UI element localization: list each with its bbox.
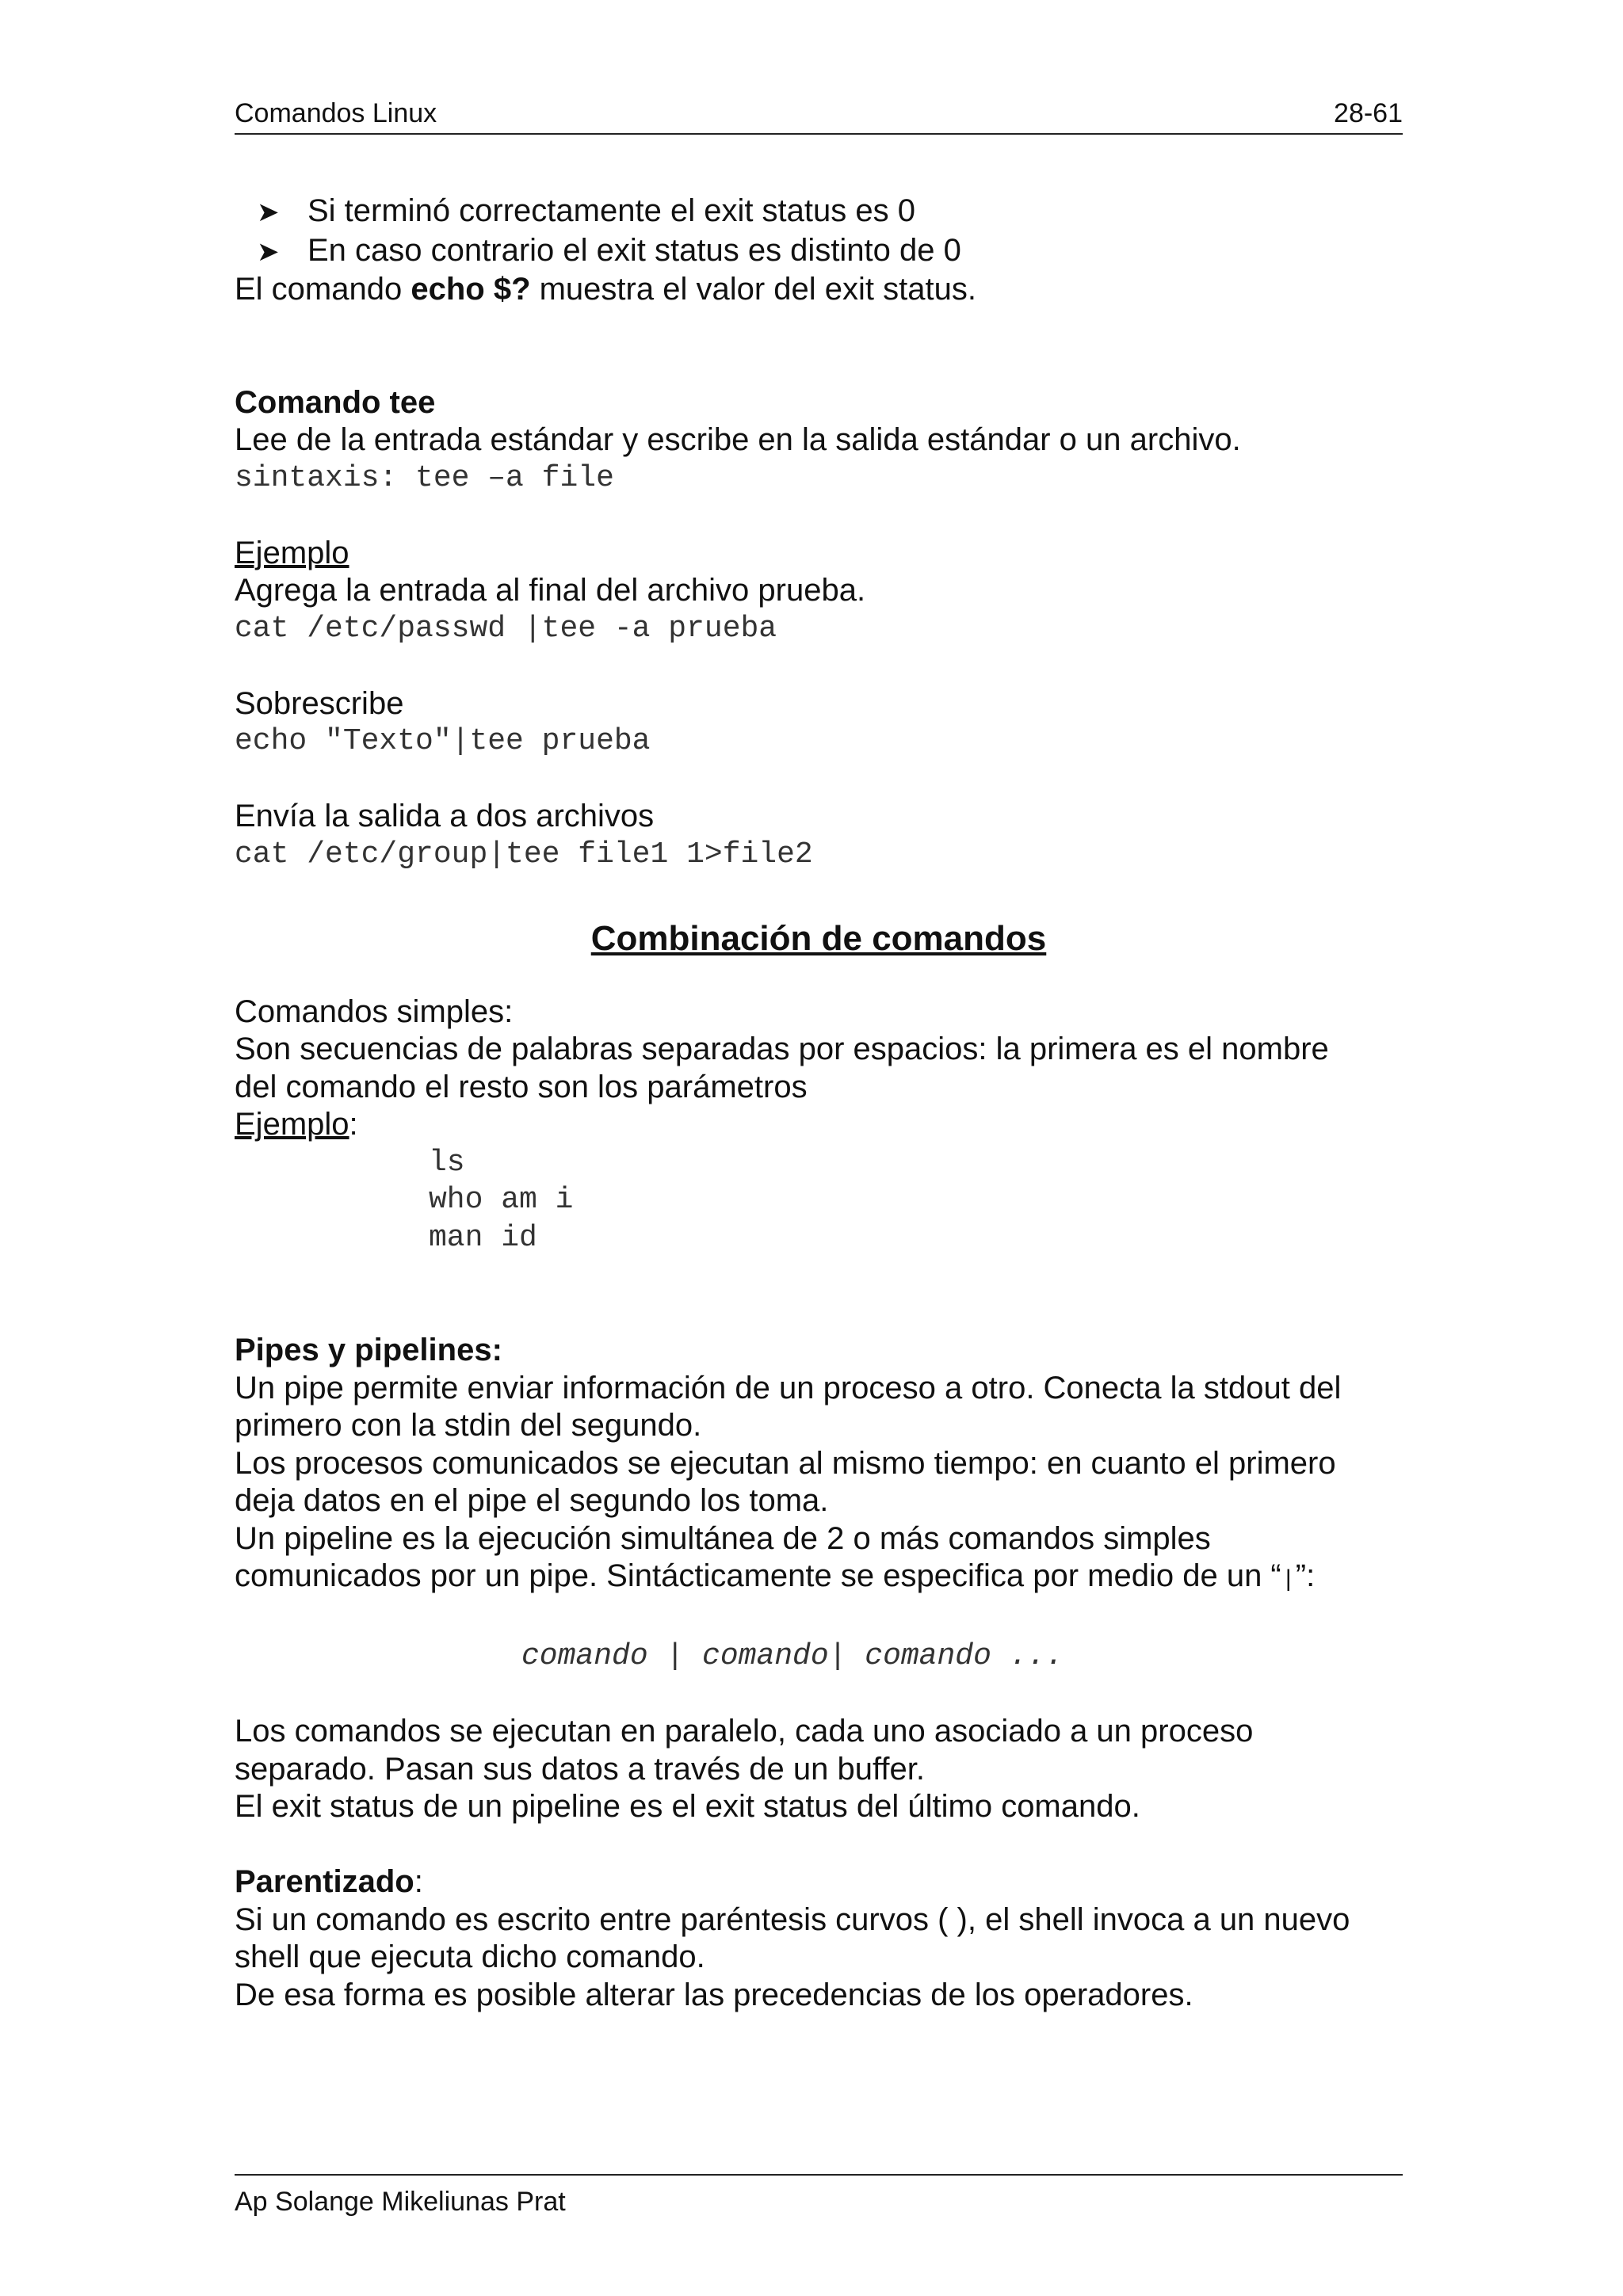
document-page xyxy=(235,0,1403,2296)
section-title: Combinación de comandos xyxy=(590,918,1047,958)
tee-example-label: Ejemplo xyxy=(235,535,349,570)
simple-example-label: Ejemplo: xyxy=(235,1107,358,1142)
page-body xyxy=(235,193,1403,2014)
code-line: man id xyxy=(429,1220,537,1255)
pipes-paragraph: Los comandos se ejecutan en paralelo, cada uno asociado a un proceso xyxy=(235,1714,1254,1749)
pipes-paragraph: separado. Pasan sus datos a través de un buffer. xyxy=(235,1751,925,1787)
arrow-bullet-icon: ➤ xyxy=(257,197,280,227)
tee-example1-description: Agrega la entrada al final del archivo prueba. xyxy=(235,573,866,608)
pipes-paragraph: Un pipeline es la ejecución simultánea de 2 o más comandos simples xyxy=(235,1520,1211,1556)
bullet-item: ➤ Si terminó correctamente el exit status es 0 xyxy=(235,193,1403,232)
tee-syntax: sintaxis: tee –a file xyxy=(235,460,614,495)
code-line: ls xyxy=(429,1145,465,1180)
simple-commands-description: del comando el resto son los parámetros xyxy=(235,1069,808,1104)
tee-example1-code: cat /etc/passwd |tee -a prueba xyxy=(235,611,777,646)
paren-paragraph: Si un comando es escrito entre paréntesis curvos ( ), el shell invoca a un nuevo xyxy=(235,1901,1350,1937)
pipe-symbol: | xyxy=(1281,1567,1296,1594)
tee-heading: Comando tee xyxy=(235,384,436,420)
footer-author: Ap Solange Mikeliunas Prat xyxy=(235,2187,566,2217)
paren-paragraph: De esa forma es posible alterar las precedencias de los operadores. xyxy=(235,1977,1193,2012)
page-number: 28-61 xyxy=(1334,98,1403,128)
tee-example2-code: echo "Texto"|tee prueba xyxy=(235,724,651,758)
echo-command: echo $? xyxy=(411,272,531,307)
pipes-paragraph: El exit status de un pipeline es el exit status del último comando. xyxy=(235,1789,1140,1824)
tee-example3-description: Envía la salida a dos archivos xyxy=(235,799,655,833)
tee-example3-code: cat /etc/group|tee file1 1>file2 xyxy=(235,837,813,871)
pipes-paragraph: primero con la stdin del segundo. xyxy=(235,1408,702,1443)
pipes-paragraph: deja datos en el pipe el segundo los toma. xyxy=(235,1483,829,1518)
arrow-bullet-icon: ➤ xyxy=(257,236,280,267)
echo-paragraph: El comando echo $? muestra el valor del exit status. xyxy=(235,272,976,307)
bullet-item: ➤ En caso contrario el exit status es distinto de 0 xyxy=(235,232,1403,272)
pipes-paragraph: Los procesos comunicados se ejecutan al mismo tiempo: en cuanto el primero xyxy=(235,1445,1336,1481)
simple-commands-label: Comandos simples: xyxy=(235,994,514,1029)
tee-example2-description: Sobrescribe xyxy=(235,685,404,721)
pipes-paragraph: Un pipe permite enviar información de un proceso a otro. Conecta la stdout del xyxy=(235,1370,1342,1405)
page-header xyxy=(235,95,1403,135)
paren-paragraph: shell que ejecuta dicho comando. xyxy=(235,1939,705,1974)
code-line: who am i xyxy=(429,1183,574,1217)
pipes-paragraph: comunicados por un pipe. Sintácticamente se especifica por medio de un “|”: xyxy=(235,1558,1316,1594)
pipes-heading: Pipes y pipelines: xyxy=(235,1333,502,1367)
page-footer xyxy=(235,2174,1403,2220)
simple-commands-description: Son secuencias de palabras separadas por espacios: la primera es el nombre xyxy=(235,1032,1329,1066)
paren-heading: Parentizado: xyxy=(235,1864,423,1899)
header-title: Comandos Linux xyxy=(235,98,437,128)
pipeline-syntax: comando | comando| comando ... xyxy=(521,1639,1064,1673)
tee-description: Lee de la entrada estándar y escribe en la salida estándar o un archivo. xyxy=(235,422,1241,457)
